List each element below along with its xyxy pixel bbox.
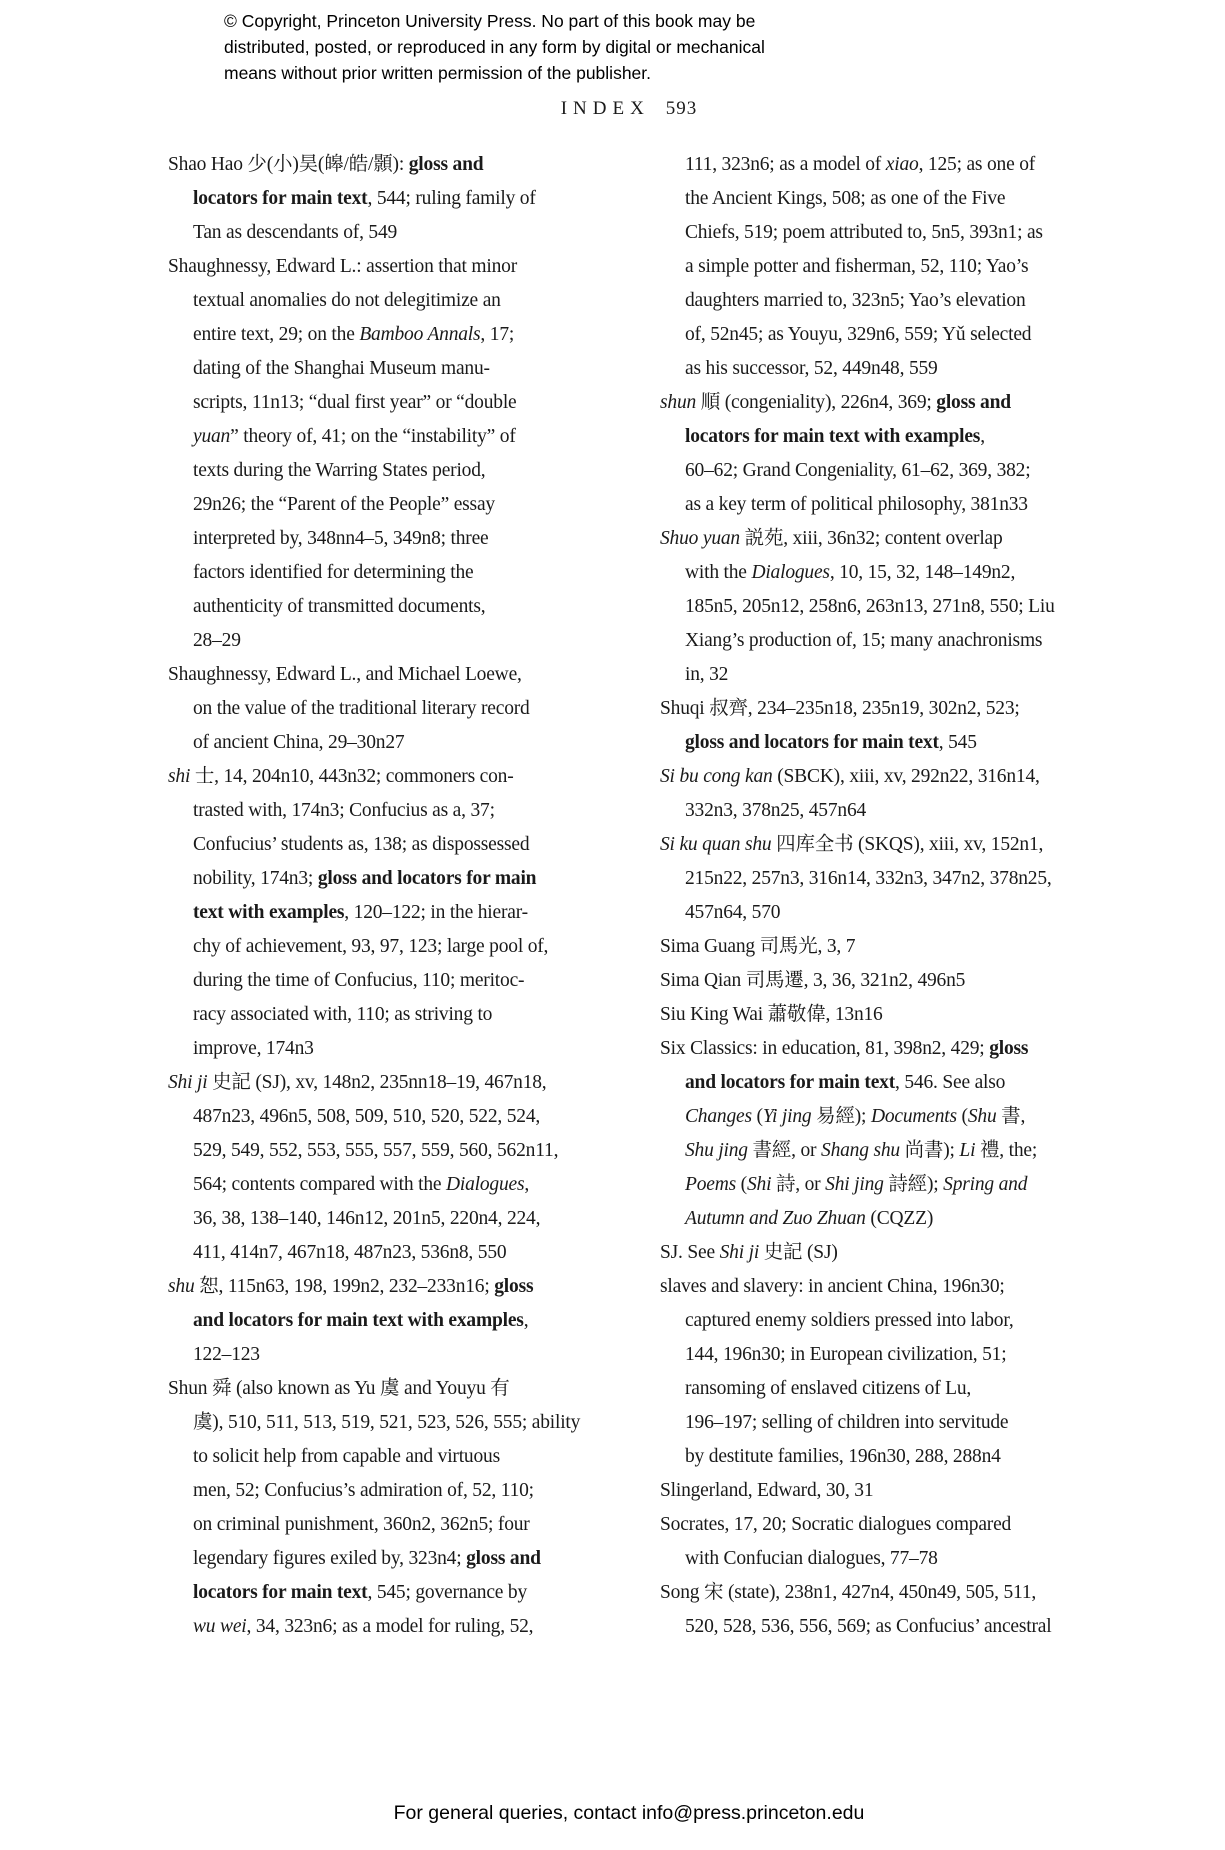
entry-line: textual anomalies do not delegitimize an: [193, 290, 501, 311]
entry-line: locators for main text with examples,: [685, 426, 985, 447]
entry-line: Shaughnessy, Edward L.: assertion that minor: [168, 256, 517, 277]
entry-line: men, 52; Confucius’s admiration of, 52, 110;: [193, 1480, 534, 1501]
entry-line: Shun 舜 (also known as Yu 虞 and Youyu 有: [168, 1378, 510, 1399]
index-entry: [660, 1032, 1090, 1236]
entry-line: 411, 414n7, 467n18, 487n23, 536n8, 550: [193, 1242, 507, 1263]
entry-line: as his successor, 52, 449n48, 559: [685, 358, 938, 379]
entry-line: Poems (Shi 詩, or Shi jing 詩經); Spring and: [685, 1174, 1028, 1195]
entry-line: of ancient China, 29–30n27: [193, 732, 405, 753]
index-left-column: [168, 148, 613, 1644]
entry-line: and locators for main text with examples,: [193, 1310, 529, 1331]
entry-line: texts during the Warring States period,: [193, 460, 486, 481]
entry-line: Changes (Yi jing 易經); Documents (Shu 書,: [685, 1106, 1026, 1127]
entry-line: locators for main text, 544; ruling family of: [193, 188, 536, 209]
entry-line: 28–29: [193, 630, 241, 651]
entry-line: Shuo yuan 説苑, xiii, 36n32; content overlap: [660, 528, 1003, 549]
entry-line: Shu jing 書經, or Shang shu 尚書); Li 禮, the;: [685, 1140, 1038, 1161]
entry-line: ransoming of enslaved citizens of Lu,: [685, 1378, 972, 1399]
copyright-line: distributed, posted, or reproduced in any form by digital or mechanical: [224, 37, 765, 57]
entry-line: a simple potter and fisherman, 52, 110; Yao’s: [685, 256, 1029, 277]
entry-line: 520, 528, 536, 556, 569; as Confucius’ ancestral: [685, 1616, 1052, 1637]
entry-line: shi 士, 14, 204n10, 443n32; commoners con-: [168, 766, 514, 787]
index-entry: [660, 522, 1090, 692]
index-entry: [660, 930, 1090, 964]
index-entry: [660, 1474, 1090, 1508]
index-header: [168, 98, 1090, 120]
entry-line: Song 宋 (state), 238n1, 427n4, 450n49, 505, 511,: [660, 1582, 1037, 1603]
entry-line: 144, 196n30; in European civilization, 51;: [685, 1344, 1007, 1365]
entry-line: 虞), 510, 511, 513, 519, 521, 523, 526, 555; ability: [193, 1412, 581, 1433]
entry-line: with the Dialogues, 10, 15, 32, 148–149n2,: [685, 562, 1016, 583]
entry-line: 457n64, 570: [685, 902, 781, 923]
entry-line: Si bu cong kan (SBCK), xiii, xv, 292n22, 316n14,: [660, 766, 1040, 787]
entry-line: 122–123: [193, 1344, 260, 1365]
index-entry: [168, 1066, 613, 1270]
footer-text: For general queries, contact info@press.princeton.edu: [393, 1802, 865, 1824]
entry-line: 185n5, 205n12, 258n6, 263n13, 271n8, 550; Liu: [685, 596, 1055, 617]
index-entry: [168, 148, 613, 250]
entry-line: 196–197; selling of children into servitude: [685, 1412, 1009, 1433]
entry-line: slaves and slavery: in ancient China, 196n30;: [660, 1276, 1005, 1297]
index-entry: [168, 658, 613, 760]
entry-line: with Confucian dialogues, 77–78: [685, 1548, 938, 1569]
entry-line: racy associated with, 110; as striving to: [193, 1004, 493, 1025]
entry-line: Socrates, 17, 20; Socratic dialogues compared: [660, 1514, 1012, 1535]
page-footer: [168, 1802, 1090, 1825]
entry-line: during the time of Confucius, 110; meritoc-: [193, 970, 525, 991]
index-entry: [660, 1270, 1090, 1474]
index-entry: [168, 1372, 613, 1644]
entry-line: gloss and locators for main text, 545: [685, 732, 977, 753]
entry-line: dating of the Shanghai Museum manu-: [193, 358, 490, 379]
entry-line: in, 32: [685, 664, 729, 685]
index-entry: [660, 1508, 1090, 1576]
page-number: 593: [665, 98, 698, 119]
entry-line: locators for main text, 545; governance by: [193, 1582, 528, 1603]
index-entry: [660, 760, 1090, 828]
entry-line: Tan as descendants of, 549: [193, 222, 398, 243]
entry-line: Autumn and Zuo Zhuan (CQZZ): [685, 1208, 934, 1229]
index-entry: [660, 998, 1090, 1032]
entry-line: on the value of the traditional literary record: [193, 698, 530, 719]
entry-line: Slingerland, Edward, 30, 31: [660, 1480, 874, 1501]
entry-line: captured enemy soldiers pressed into labor,: [685, 1310, 1014, 1331]
entry-line: SJ. See Shi ji 史記 (SJ): [660, 1242, 838, 1263]
index-right-column: [660, 148, 1090, 1644]
index-entry: [660, 828, 1090, 930]
entry-line: Shao Hao 少(小)昊(皞/皓/顥): gloss and: [168, 154, 484, 175]
entry-line: on criminal punishment, 360n2, 362n5; four: [193, 1514, 530, 1535]
entry-line: 332n3, 378n25, 457n64: [685, 800, 867, 821]
copyright-notice: [224, 8, 765, 86]
index-entry: [660, 386, 1090, 522]
entry-line: Shuqi 叔齊, 234–235n18, 235n19, 302n2, 523;: [660, 698, 1020, 719]
index-entry: [660, 1236, 1090, 1270]
entry-line: daughters married to, 323n5; Yao’s elevation: [685, 290, 1026, 311]
index-entry: [168, 760, 613, 1066]
entry-line: yuan” theory of, 41; on the “instability” of: [193, 426, 516, 447]
entry-line: 564; contents compared with the Dialogues,: [193, 1174, 530, 1195]
entry-line: Chiefs, 519; poem attributed to, 5n5, 393n1; as: [685, 222, 1043, 243]
entry-line: 36, 38, 138–140, 146n12, 201n5, 220n4, 224,: [193, 1208, 541, 1229]
entry-line: Si ku quan shu 四库全书 (SKQS), xiii, xv, 152n1,: [660, 834, 1044, 855]
entry-line: by destitute families, 196n30, 288, 288n4: [685, 1446, 1001, 1467]
entry-line: Xiang’s production of, 15; many anachronisms: [685, 630, 1043, 651]
entry-line: legendary figures exiled by, 323n4; gloss and: [193, 1548, 541, 1569]
entry-line: the Ancient Kings, 508; as one of the Five: [685, 188, 1006, 209]
index-entry: [168, 1270, 613, 1372]
copyright-line: means without prior written permission of the publisher.: [224, 63, 652, 83]
entry-line: 29n26; the “Parent of the People” essay: [193, 494, 495, 515]
entry-line: interpreted by, 348nn4–5, 349n8; three: [193, 528, 489, 549]
entry-line: 215n22, 257n3, 316n14, 332n3, 347n2, 378n25,: [685, 868, 1052, 889]
entry-line: 111, 323n6; as a model of xiao, 125; as one of: [685, 154, 1036, 175]
entry-line: 529, 549, 552, 553, 555, 557, 559, 560, 562n11,: [193, 1140, 559, 1161]
entry-line: shun 順 (congeniality), 226n4, 369; gloss and: [660, 392, 1011, 413]
entry-line: trasted with, 174n3; Confucius as a, 37;: [193, 800, 495, 821]
entry-line: 487n23, 496n5, 508, 509, 510, 520, 522, 524,: [193, 1106, 541, 1127]
entry-line: Sima Guang 司馬光, 3, 7: [660, 936, 856, 957]
index-entry: [168, 250, 613, 658]
entry-line: and locators for main text, 546. See also: [685, 1072, 1006, 1093]
copyright-line: © Copyright, Princeton University Press. No part of this book may be: [224, 11, 756, 31]
index-entry: [660, 692, 1090, 760]
index-entry: [660, 964, 1090, 998]
entry-line: improve, 174n3: [193, 1038, 314, 1059]
entry-line: to solicit help from capable and virtuous: [193, 1446, 500, 1467]
entry-line: chy of achievement, 93, 97, 123; large pool of,: [193, 936, 549, 957]
entry-line: scripts, 11n13; “dual first year” or “double: [193, 392, 517, 413]
entry-line: Shaughnessy, Edward L., and Michael Loewe,: [168, 664, 522, 685]
index-title: INDEX: [560, 98, 650, 119]
entry-line: Sima Qian 司馬遷, 3, 36, 321n2, 496n5: [660, 970, 966, 991]
entry-line: text with examples, 120–122; in the hierar-: [193, 902, 528, 923]
entry-line: authenticity of transmitted documents,: [193, 596, 486, 617]
entry-line: entire text, 29; on the Bamboo Annals, 17;: [193, 324, 515, 345]
entry-line: as a key term of political philosophy, 381n33: [685, 494, 1028, 515]
entry-line: of, 52n45; as Youyu, 329n6, 559; Yǔ selected: [685, 324, 1032, 345]
entry-line: shu 恕, 115n63, 198, 199n2, 232–233n16; gloss: [168, 1276, 534, 1297]
entry-line: Six Classics: in education, 81, 398n2, 429; gloss: [660, 1038, 1029, 1059]
entry-line: 60–62; Grand Congeniality, 61–62, 369, 382;: [685, 460, 1031, 481]
entry-line: Confucius’ students as, 138; as dispossessed: [193, 834, 530, 855]
index-entry: [660, 1576, 1090, 1644]
entry-line: wu wei, 34, 323n6; as a model for ruling, 52,: [193, 1616, 534, 1637]
entry-line: factors identified for determining the: [193, 562, 474, 583]
index-entry: [660, 148, 1090, 386]
entry-line: Siu King Wai 蕭敬偉, 13n16: [660, 1004, 883, 1025]
entry-line: nobility, 174n3; gloss and locators for main: [193, 868, 537, 889]
entry-line: Shi ji 史記 (SJ), xv, 148n2, 235nn18–19, 467n18,: [168, 1072, 547, 1093]
